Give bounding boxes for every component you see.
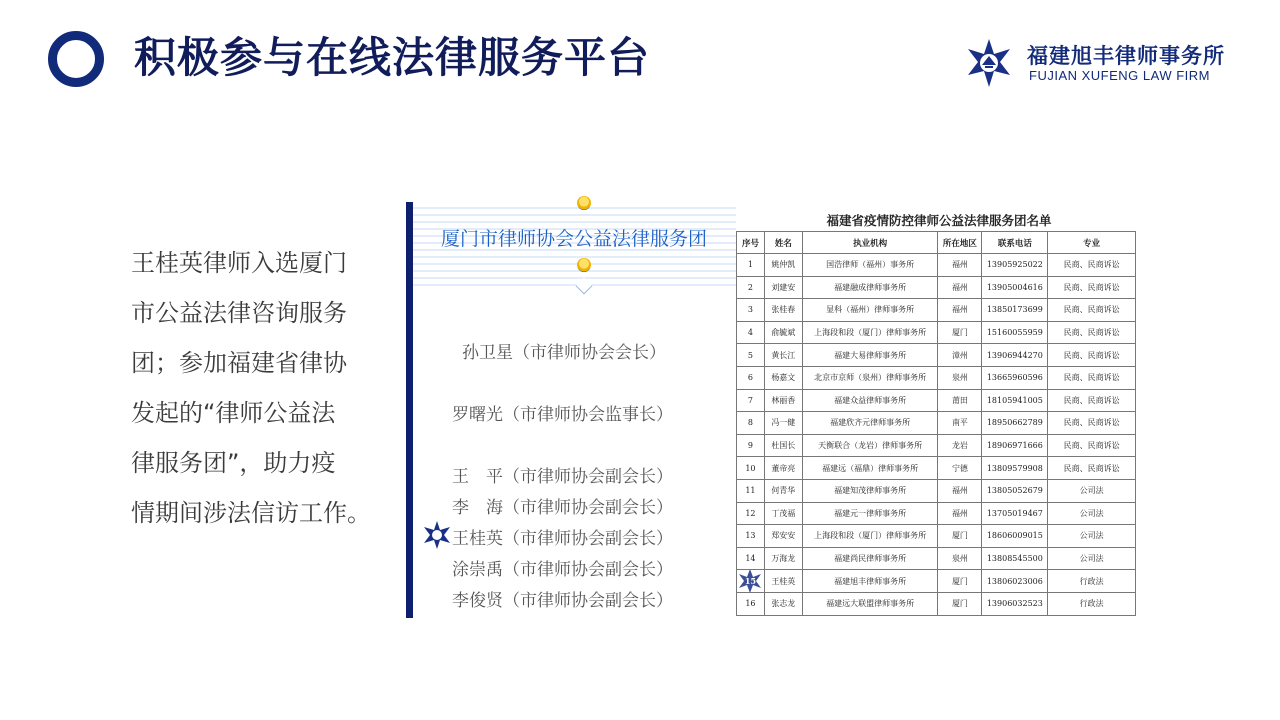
roster-panel xyxy=(736,205,1142,618)
table-cell: 5 xyxy=(737,344,765,367)
table-cell: 杨嘉文 xyxy=(764,366,802,389)
intro-line: 发起的“律师公益法 xyxy=(131,399,336,427)
table-cell: 13906032523 xyxy=(982,592,1048,615)
table-row xyxy=(737,457,1136,480)
member-item: 王桂英（市律师协会副会长） xyxy=(452,529,673,549)
table-cell: 厦门 xyxy=(938,321,982,344)
table-row xyxy=(737,299,1136,322)
table-cell: 黄长江 xyxy=(764,344,802,367)
table-cell: 13905004616 xyxy=(982,276,1048,299)
table-header-row xyxy=(737,232,1136,254)
table-cell: 1 xyxy=(737,254,765,277)
table-cell: 上海段和段（厦门）律师事务所 xyxy=(802,321,938,344)
dot-icon xyxy=(577,196,591,210)
table-cell: 林丽香 xyxy=(764,389,802,412)
table-cell: 宁德 xyxy=(938,457,982,480)
table-cell: 姚仲凯 xyxy=(764,254,802,277)
column-header: 序号 xyxy=(737,232,765,254)
table-row xyxy=(737,570,1136,593)
table-cell: 民商、民商诉讼 xyxy=(1048,344,1136,367)
column-header: 执业机构 xyxy=(802,232,938,254)
table-cell: 张桂春 xyxy=(764,299,802,322)
table-row xyxy=(737,479,1136,502)
intro-line: 律服务团”，助力疫 xyxy=(131,449,336,477)
table-cell: 厦门 xyxy=(938,592,982,615)
table-cell: 民商、民商诉讼 xyxy=(1048,366,1136,389)
member-item: 罗曙光（市律师协会监事长） xyxy=(452,405,673,425)
table-cell: 民商、民商诉讼 xyxy=(1048,457,1136,480)
table-cell: 18950662789 xyxy=(982,412,1048,435)
table-cell: 10 xyxy=(737,457,765,480)
table-cell: 刘建安 xyxy=(764,276,802,299)
firm-name-cn: 福建旭丰律师事务所 xyxy=(1027,43,1225,68)
table-cell: 18606009015 xyxy=(982,525,1048,548)
table-cell: 3 xyxy=(737,299,765,322)
table-cell: 上海段和段（厦门）律师事务所 xyxy=(802,525,938,548)
table-cell: 泉州 xyxy=(938,547,982,570)
accent-bar xyxy=(406,202,413,618)
table-row xyxy=(737,321,1136,344)
table-cell: 16 xyxy=(737,592,765,615)
table-cell: 18105941005 xyxy=(982,389,1048,412)
table-cell: 王桂英 xyxy=(764,570,802,593)
table-cell: 莆田 xyxy=(938,389,982,412)
table-cell: 漳州 xyxy=(938,344,982,367)
table-cell: 6 xyxy=(737,366,765,389)
table-cell: 民商、民商诉讼 xyxy=(1048,299,1136,322)
intro-line: 市公益法律咨询服务 xyxy=(131,299,347,327)
table-cell: 厦门 xyxy=(938,525,982,548)
title-ring-icon xyxy=(48,31,104,87)
table-row xyxy=(737,547,1136,570)
table-cell: 4 xyxy=(737,321,765,344)
table-cell: 福州 xyxy=(938,479,982,502)
table-cell: 行政法 xyxy=(1048,592,1136,615)
table-cell: 2 xyxy=(737,276,765,299)
intro-paragraph xyxy=(131,238,391,538)
table-cell: 冯一健 xyxy=(764,412,802,435)
table-cell: 民商、民商诉讼 xyxy=(1048,412,1136,435)
table-cell: 厦门 xyxy=(938,570,982,593)
table-row xyxy=(737,254,1136,277)
table-cell: 公司法 xyxy=(1048,525,1136,548)
table-cell: 13805052679 xyxy=(982,479,1048,502)
table-cell: 14 xyxy=(737,547,765,570)
roster-title: 福建省疫情防控律师公益法律服务团名单 xyxy=(826,213,1052,228)
table-row xyxy=(737,502,1136,525)
table-cell: 福建欣齐元律师事务所 xyxy=(802,412,938,435)
table-cell: 福建尚民律师事务所 xyxy=(802,547,938,570)
table-cell: 何青华 xyxy=(764,479,802,502)
table-cell: 福建旭丰律师事务所 xyxy=(802,570,938,593)
table-cell: 13905925022 xyxy=(982,254,1048,277)
panel-title: 厦门市律师协会公益法律服务团 xyxy=(441,228,708,250)
table-cell: 民商、民商诉讼 xyxy=(1048,276,1136,299)
page-title: 积极参与在线法律服务平台 xyxy=(134,33,651,82)
table-cell: 南平 xyxy=(938,412,982,435)
table-cell: 13665960596 xyxy=(982,366,1048,389)
table-row xyxy=(737,366,1136,389)
table-cell: 龙岩 xyxy=(938,434,982,457)
star-badge-icon xyxy=(422,520,452,550)
member-item: 涂崇禹（市律师协会副会长） xyxy=(452,560,673,580)
column-header: 所在地区 xyxy=(938,232,982,254)
table-cell: 俞毓斌 xyxy=(764,321,802,344)
table-cell: 泉州 xyxy=(938,366,982,389)
table-cell: 显科（福州）律师事务所 xyxy=(802,299,938,322)
table-row xyxy=(737,276,1136,299)
xiamen-service-panel xyxy=(406,202,736,618)
table-cell: 郑安安 xyxy=(764,525,802,548)
firm-name-en: FUJIAN XUFENG LAW FIRM xyxy=(1029,68,1210,83)
roster-table xyxy=(736,231,1136,616)
table-cell: 18906971666 xyxy=(982,434,1048,457)
table-cell: 民商、民商诉讼 xyxy=(1048,254,1136,277)
star-logo-icon xyxy=(963,37,1015,89)
table-cell: 13808545500 xyxy=(982,547,1048,570)
table-cell: 公司法 xyxy=(1048,502,1136,525)
table-cell: 福州 xyxy=(938,299,982,322)
member-item: 李 海（市律师协会副会长） xyxy=(452,498,673,518)
table-cell: 15 xyxy=(737,570,765,593)
table-row xyxy=(737,434,1136,457)
panel-banner xyxy=(413,202,736,288)
table-cell: 9 xyxy=(737,434,765,457)
table-cell: 13705019467 xyxy=(982,502,1048,525)
table-cell: 公司法 xyxy=(1048,547,1136,570)
table-cell: 杜国长 xyxy=(764,434,802,457)
table-cell: 民商、民商诉讼 xyxy=(1048,321,1136,344)
member-item: 孙卫星（市律师协会会长） xyxy=(462,343,666,363)
table-cell: 行政法 xyxy=(1048,570,1136,593)
table-cell: 福建众益律师事务所 xyxy=(802,389,938,412)
member-item: 王 平（市律师协会副会长） xyxy=(452,467,673,487)
table-cell: 15160055959 xyxy=(982,321,1048,344)
table-cell: 福建远大联盟律师事务所 xyxy=(802,592,938,615)
table-cell: 8 xyxy=(737,412,765,435)
table-cell: 国浩律师（福州）事务所 xyxy=(802,254,938,277)
table-cell: 福州 xyxy=(938,254,982,277)
table-row xyxy=(737,412,1136,435)
member-item: 李俊贤（市律师协会副会长） xyxy=(452,591,673,611)
intro-line: 情期间涉法信访工作。 xyxy=(131,499,371,527)
table-cell: 13 xyxy=(737,525,765,548)
column-header: 专业 xyxy=(1048,232,1136,254)
table-cell: 12 xyxy=(737,502,765,525)
table-cell: 13806023006 xyxy=(982,570,1048,593)
table-cell: 万海龙 xyxy=(764,547,802,570)
table-cell: 福建知茂律师事务所 xyxy=(802,479,938,502)
table-cell: 13809579908 xyxy=(982,457,1048,480)
table-row xyxy=(737,389,1136,412)
table-cell: 13906944270 xyxy=(982,344,1048,367)
column-header: 姓名 xyxy=(764,232,802,254)
table-cell: 福州 xyxy=(938,276,982,299)
intro-line: 团；参加福建省律协 xyxy=(131,349,347,377)
table-cell: 丁茂福 xyxy=(764,502,802,525)
table-cell: 福建融成律师事务所 xyxy=(802,276,938,299)
table-cell: 民商、民商诉讼 xyxy=(1048,389,1136,412)
firm-logo xyxy=(963,37,1233,89)
table-cell: 7 xyxy=(737,389,765,412)
table-cell: 13850173699 xyxy=(982,299,1048,322)
table-cell: 福建远（福鼎）律师事务所 xyxy=(802,457,938,480)
table-cell: 11 xyxy=(737,479,765,502)
dot-icon xyxy=(577,258,591,272)
chevron-down-icon xyxy=(576,278,593,295)
table-row xyxy=(737,344,1136,367)
table-cell: 福建大易律师事务所 xyxy=(802,344,938,367)
table-cell: 福州 xyxy=(938,502,982,525)
table-cell: 北京市京师（泉州）律师事务所 xyxy=(802,366,938,389)
column-header: 联系电话 xyxy=(982,232,1048,254)
table-cell: 公司法 xyxy=(1048,479,1136,502)
table-cell: 福建元一律师事务所 xyxy=(802,502,938,525)
table-cell: 董帝亮 xyxy=(764,457,802,480)
table-row xyxy=(737,592,1136,615)
intro-line: 王桂英律师入选厦门 xyxy=(131,249,347,277)
table-cell: 天衡联合（龙岩）律师事务所 xyxy=(802,434,938,457)
table-cell: 张志龙 xyxy=(764,592,802,615)
table-row xyxy=(737,525,1136,548)
table-cell: 民商、民商诉讼 xyxy=(1048,434,1136,457)
